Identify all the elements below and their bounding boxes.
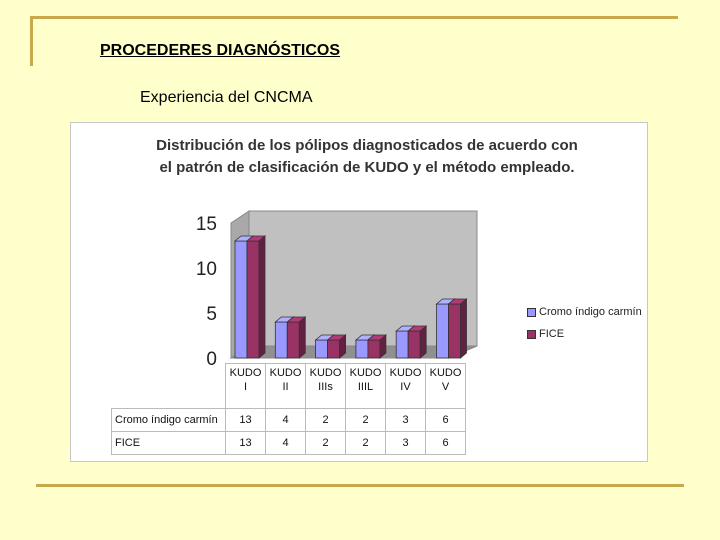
category-label: KUDO IV [386, 364, 426, 409]
data-table-cell: 2 [346, 409, 386, 432]
bar-1-2 [275, 322, 287, 358]
category-label: KUDO II [266, 364, 306, 409]
decorative-left-line [30, 16, 33, 66]
data-table-cell: 3 [386, 409, 426, 432]
data-table-cell: 2 [346, 432, 386, 455]
bar-side-2-1 [259, 236, 265, 358]
data-table-header-row [112, 364, 466, 409]
legend-swatch-series-1 [527, 308, 536, 317]
bar-2-1 [247, 241, 259, 358]
category-label: KUDO V [426, 364, 466, 409]
data-table-row-label: Cromo índigo carmín [112, 409, 226, 432]
bar-2-6 [449, 304, 461, 358]
data-table-cell: 6 [426, 432, 466, 455]
bar-2-4 [368, 340, 380, 358]
data-table-cell: 2 [306, 432, 346, 455]
data-table-cell: 13 [226, 432, 266, 455]
page-subheading: Experiencia del CNCMA [140, 89, 313, 106]
data-table-cell: 13 [226, 409, 266, 432]
data-table-corner [112, 364, 226, 409]
category-label: KUDO I [226, 364, 266, 409]
legend-label-series-1: Cromo índigo carmín [539, 306, 642, 318]
data-table-cell: 4 [266, 409, 306, 432]
legend-label-series-2: FICE [539, 328, 565, 340]
decorative-bottom-line [36, 484, 684, 487]
page-heading: PROCEDERES DIAGNÓSTICOS [100, 42, 341, 59]
bar-2-2 [287, 322, 299, 358]
legend-swatch-series-2 [527, 330, 536, 339]
bar-2-3 [328, 340, 340, 358]
chart-data-table [111, 363, 466, 455]
chart-title-line-2: el patrón de clasificación de KUDO y el método empleado. [159, 159, 575, 176]
y-tick-label: 5 [206, 304, 217, 325]
chart-container [70, 122, 648, 462]
y-tick-label: 0 [206, 349, 217, 370]
data-table-cell: 4 [266, 432, 306, 455]
data-table-cell: 3 [386, 432, 426, 455]
data-table-cell: 6 [426, 409, 466, 432]
data-table-cell: 2 [306, 409, 346, 432]
legend-item-series-1 [527, 305, 642, 327]
bar-side-2-5 [420, 326, 426, 358]
category-label: KUDO IIIL [346, 364, 386, 409]
bar-1-1 [235, 241, 247, 358]
bar-side-2-6 [461, 299, 467, 358]
chart-title-line-1: Distribución de los pólipos diagnosticados de acuerdo con [156, 137, 578, 154]
legend-item-series-2 [527, 327, 642, 349]
data-table-row-label: FICE [112, 432, 226, 455]
data-table-row-series-1 [112, 409, 466, 432]
bar-1-5 [396, 331, 408, 358]
bar-1-4 [356, 340, 368, 358]
bar-side-2-2 [299, 317, 305, 358]
bar-1-3 [316, 340, 328, 358]
y-tick-label: 15 [195, 214, 217, 235]
bar-1-6 [437, 304, 449, 358]
chart-legend [527, 305, 642, 349]
y-tick-label: 10 [195, 259, 217, 280]
data-table-row-series-2 [112, 432, 466, 455]
decorative-top-line [30, 16, 678, 19]
bar-2-5 [408, 331, 420, 358]
category-label: KUDO IIIs [306, 364, 346, 409]
